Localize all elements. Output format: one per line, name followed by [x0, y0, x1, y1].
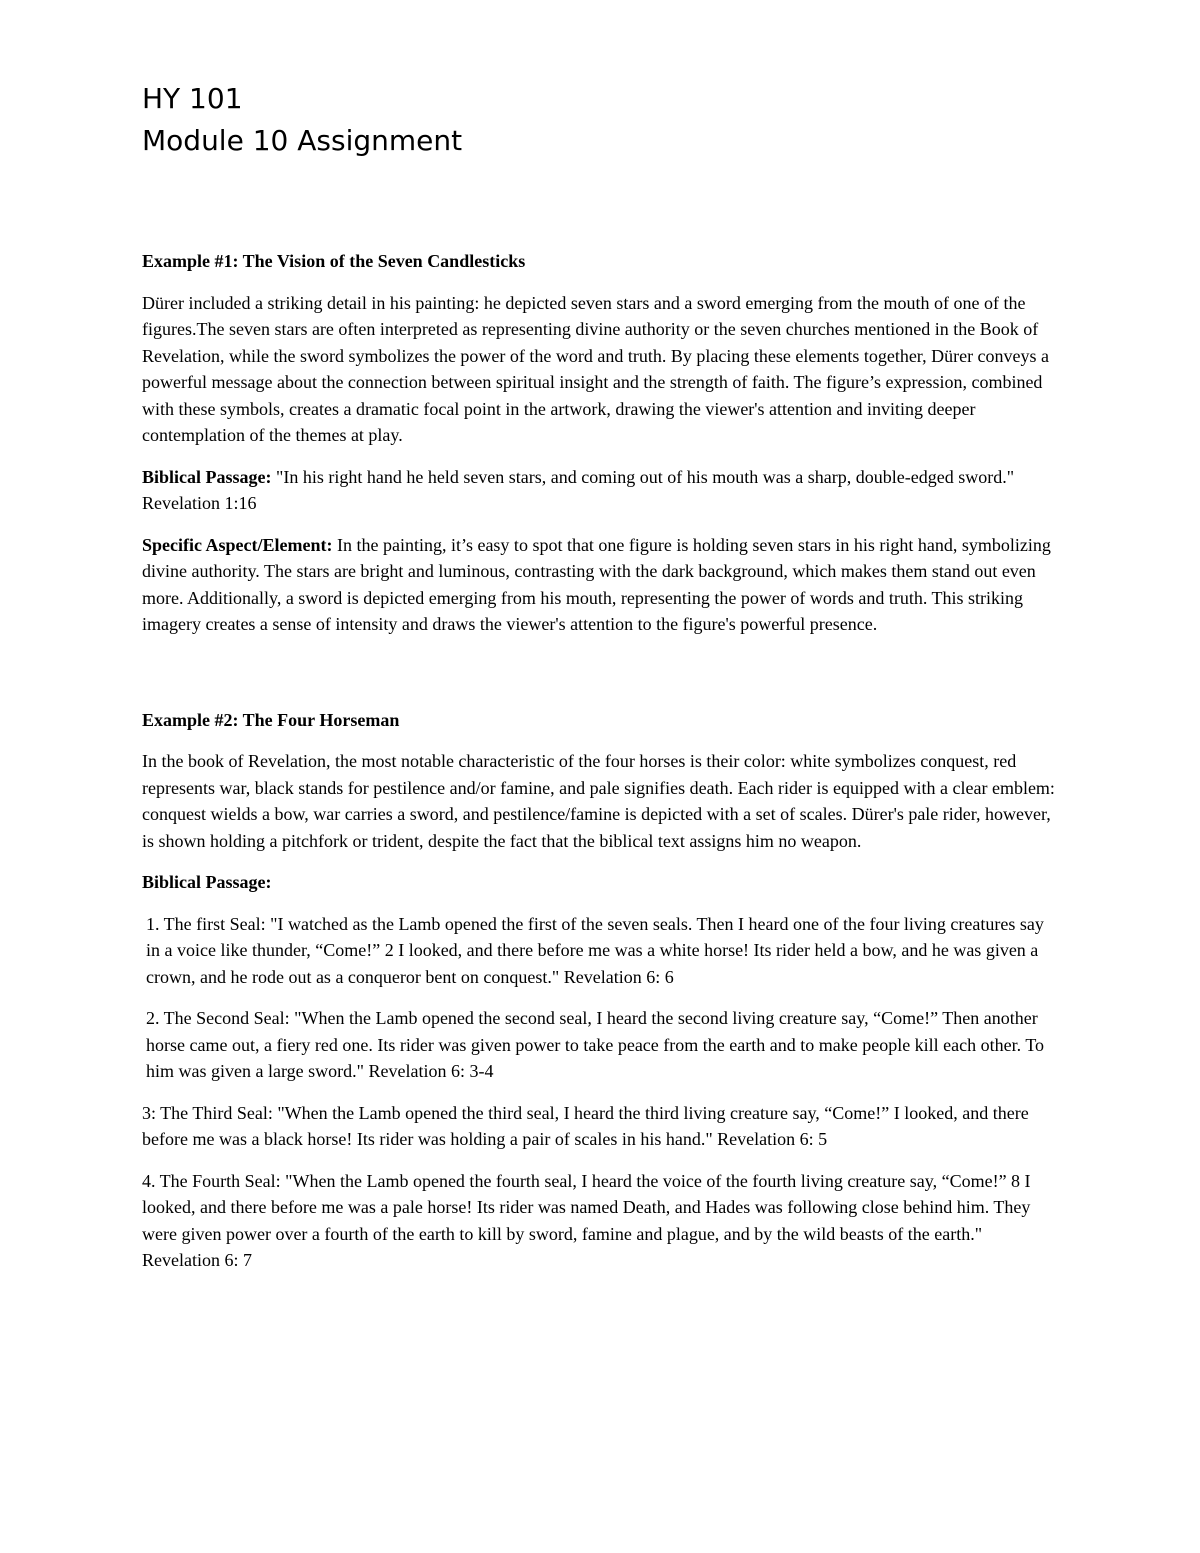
example2-passage-label: Biblical Passage: [142, 872, 272, 892]
section-spacer [142, 653, 1062, 707]
seal-first: 1. The first Seal: "I watched as the Lamb opened the first of the seven seals. Then I heard one of the four living creatures say in a voice like thunder, “Come!” 2 I looked, and there before me was a white horse! Its rider held a bow, and he was given a crown, and he rode out as a conqueror bent on conquest." Revelation 6: 6 [146, 913, 1044, 987]
example1-paragraph: Dürer included a striking detail in his painting: he depicted seven stars and a sword emerging from the mouth of one of the figures.The seven stars are often interpreted as representing divine authority or the seven churches mentioned in the Book of Revelation, while the sword symbolizes the power of the word and truth. By placing these elements together, Dürer conveys a powerful message about the connection between spiritual insight and the strength of faith. The figure’s expression, combined with these symbols, creates a dramatic focal point in the artwork, drawing the viewer's attention and inviting deeper contemplation of the themes at play. [142, 292, 1050, 445]
document-header [142, 78, 1042, 162]
course-title: HY 101 [142, 82, 243, 115]
seal-fourth: 4. The Fourth Seal: "When the Lamb opened the fourth seal, I heard the voice of the fourth living creature say, “Come!” 8 I looked, and there before me was a pale horse! Its rider was named Death, and Hades was following close behind him. They were given power over a fourth of the earth to kill by sword, famine and plague, and by the wild beasts of the earth." Revelation 6: 7 [142, 1170, 1031, 1270]
example1-aspect-label: Specific Aspect/Element: [142, 534, 333, 555]
assignment-title: Module 10 Assignment [142, 124, 463, 157]
seal-third: 3: The Third Seal: "When the Lamb opened the third seal, I heard the third living creature say, “Come!” I looked, and there before me was a black horse! Its rider was holding a pair of scales in his hand." Revelation 6: 5 [142, 1102, 1029, 1149]
example1-passage [142, 464, 1062, 517]
document-body [142, 248, 1062, 1289]
example2-heading: Example #2: The Four Horseman [142, 709, 400, 730]
example1-aspect [142, 532, 1062, 638]
seal-second: 2. The Second Seal: "When the Lamb opened the second seal, I heard the second living creature say, “Come!” Then another horse came out, a fiery red one. Its rider was given power to take peace from the earth and to make people kill each other. To him was given a large sword." Revelation 6: 3-4 [146, 1008, 1045, 1081]
example2-paragraph: In the book of Revelation, the most notable characteristic of the four horses is their color: white symbolizes conquest, red represents war, black stands for pestilence and/or famine, and pale signifies death. Each rider is equipped with a clear emblem: conquest wields a bow, war carries a sword, and pestilence/famine is depicted with a set of scales. Dürer's pale rider, however, is shown holding a pitchfork or trident, despite the fact that the biblical text assigns him no weapon. [142, 751, 1055, 851]
example1-passage-label: Biblical Passage: [142, 466, 272, 487]
example1-aspect-text: In the painting, it’s easy to spot that one figure is holding seven stars in his right hand, symbolizing divine authority. The stars are bright and luminous, contrasting with the dark background, which makes them stand out even more. Additionally, a sword is depicted emerging from his mouth, representing the power of words and truth. This striking imagery creates a sense of intensity and draws the viewer's attention to the figure's powerful presence. [142, 534, 1051, 634]
example1-passage-text: "In his right hand he held seven stars, and coming out of his mouth was a sharp, double-edged sword." Revelation 1:16 [142, 466, 1015, 513]
example1-heading: Example #1: The Vision of the Seven Candlesticks [142, 251, 526, 271]
